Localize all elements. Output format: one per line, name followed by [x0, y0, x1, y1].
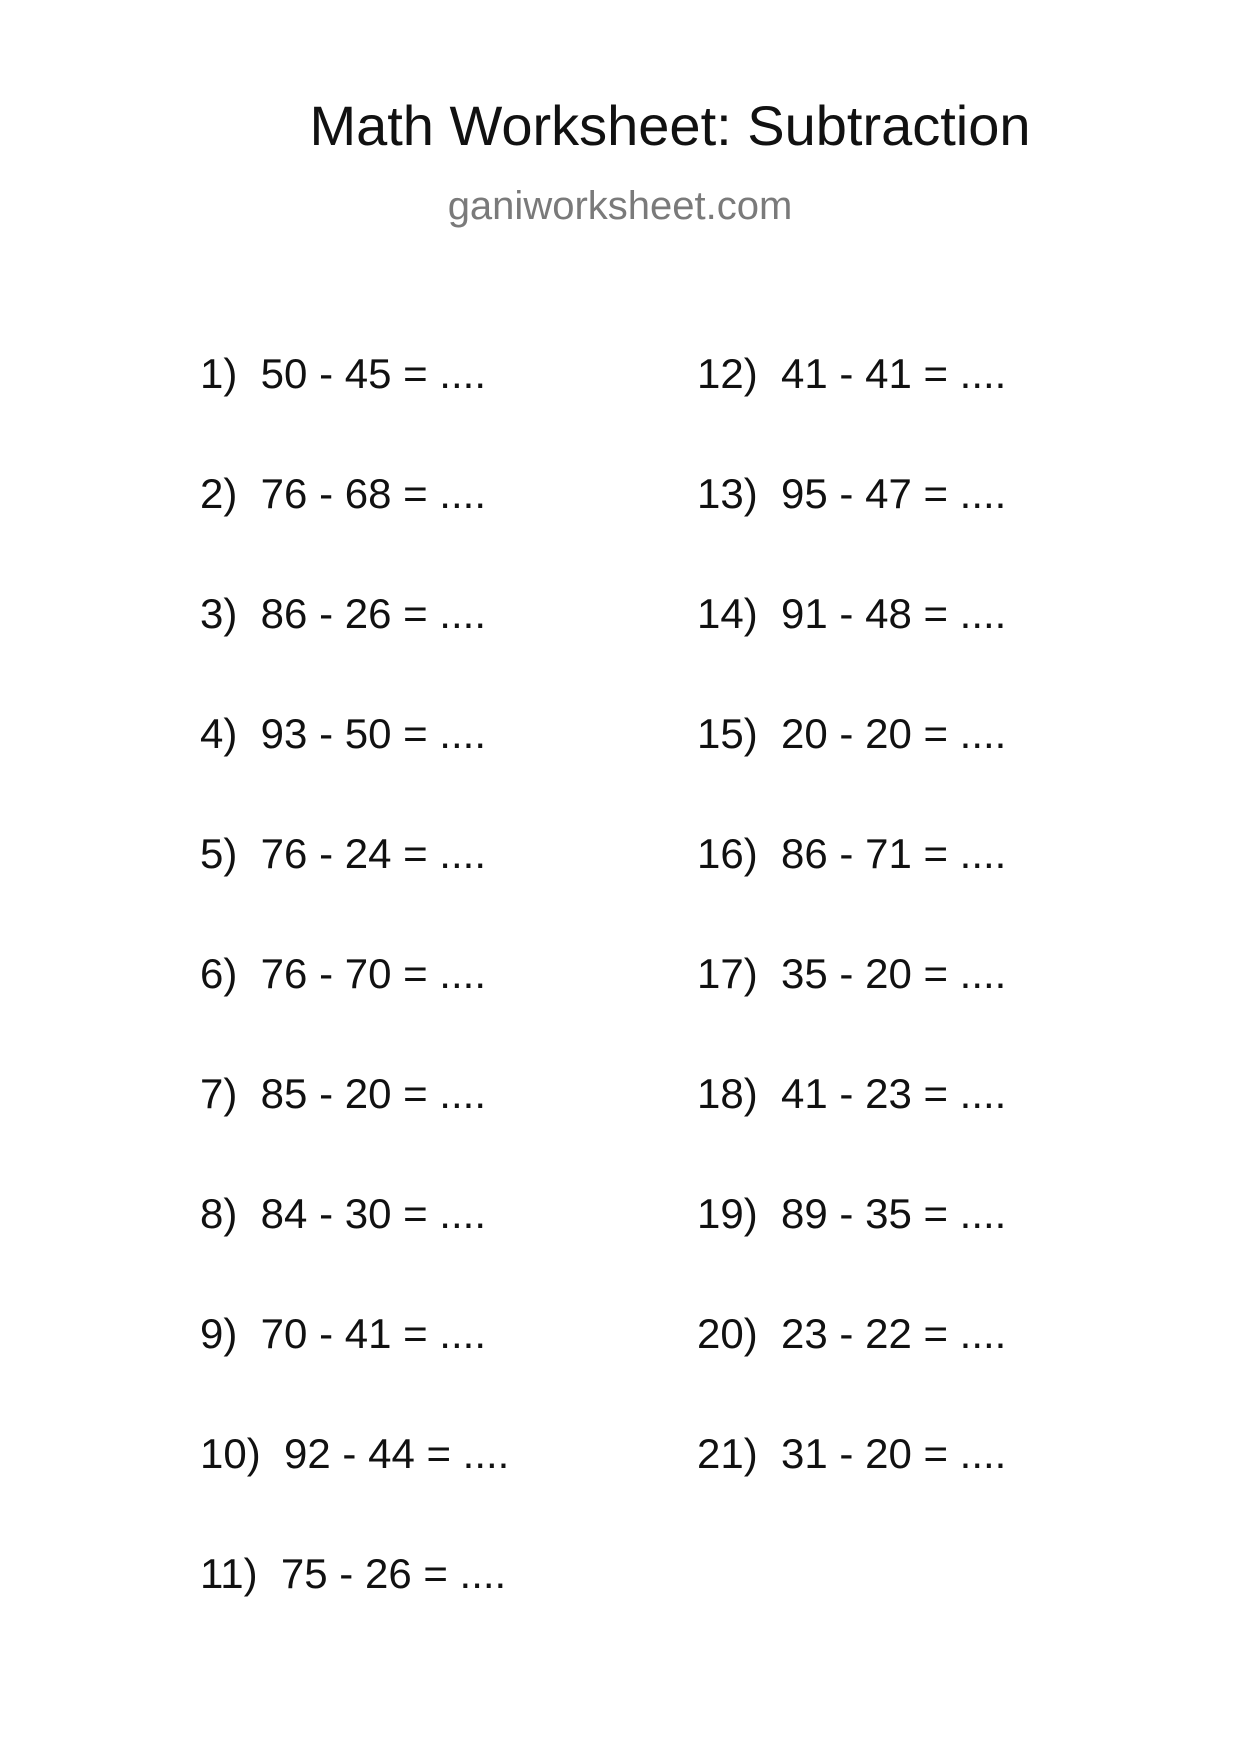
problem-19: 19) 89 - 35 = .... — [697, 1190, 1007, 1237]
problem-8: 8) 84 - 30 = .... — [200, 1190, 486, 1237]
problem-21: 21) 31 - 20 = .... — [697, 1430, 1007, 1477]
problem-16: 16) 86 - 71 = .... — [697, 830, 1007, 877]
problem-15: 15) 20 - 20 = .... — [697, 710, 1007, 757]
problem-2: 2) 76 - 68 = .... — [200, 470, 486, 517]
problem-4: 4) 93 - 50 = .... — [200, 710, 486, 757]
problem-14: 14) 91 - 48 = .... — [697, 590, 1007, 637]
problem-1: 1) 50 - 45 = .... — [200, 350, 486, 397]
problem-18: 18) 41 - 23 = .... — [697, 1070, 1007, 1117]
problem-20: 20) 23 - 22 = .... — [697, 1310, 1007, 1357]
problems-column-right — [697, 350, 1006, 1550]
problem-5: 5) 76 - 24 = .... — [200, 830, 486, 877]
problem-10: 10) 92 - 44 = .... — [200, 1430, 510, 1477]
problem-3: 3) 86 - 26 = .... — [200, 590, 486, 637]
problem-6: 6) 76 - 70 = .... — [200, 950, 486, 997]
problem-12: 12) 41 - 41 = .... — [697, 350, 1007, 397]
problem-17: 17) 35 - 20 = .... — [697, 950, 1007, 997]
problem-7: 7) 85 - 20 = .... — [200, 1070, 486, 1117]
problems-column-left — [200, 350, 509, 1670]
problem-13: 13) 95 - 47 = .... — [697, 470, 1007, 517]
problem-9: 9) 70 - 41 = .... — [200, 1310, 486, 1357]
problem-11: 11) 75 - 26 = .... — [200, 1550, 507, 1597]
website-label: ganiworksheet.com — [447, 184, 793, 228]
worksheet-title: Math Worksheet: Subtraction — [309, 94, 1031, 157]
